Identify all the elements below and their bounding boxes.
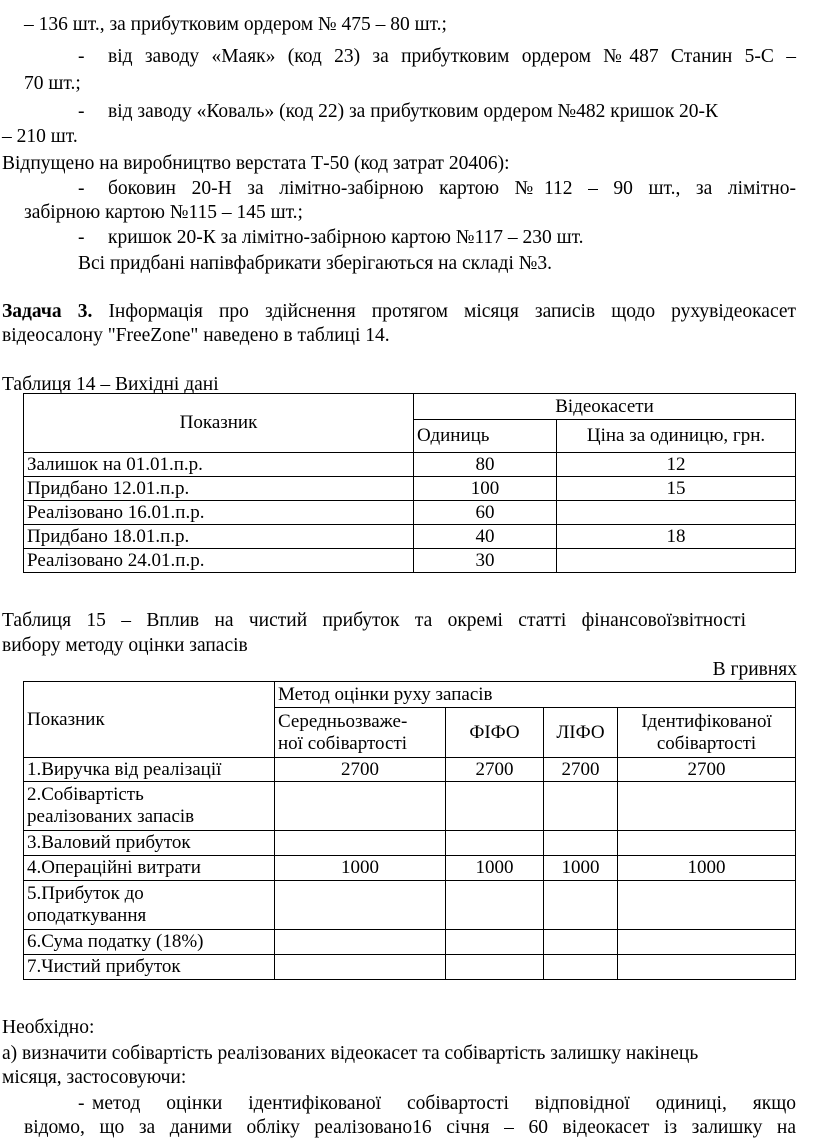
table-row	[24, 549, 796, 573]
table15-cell-fifo	[446, 930, 544, 955]
table15-cell-lifo: 2700	[544, 758, 618, 782]
table15-cell-lifo	[544, 881, 618, 930]
table15	[23, 681, 796, 980]
required-a-line2: місяця, застосовуючи:	[2, 1067, 187, 1088]
bullet-text: від заводу «Маяк» (код 23) за прибутковим ордером №487 Станин 5-С –	[108, 46, 796, 67]
table-row	[24, 782, 796, 831]
table14-row-units: 30	[414, 549, 557, 573]
table15-head-avg-line1: Середньозваже-	[278, 710, 408, 732]
intro-bullet	[78, 226, 584, 249]
bullet-text: кришок 20-К за лімітно-забірною картою №117 – 230 шт.	[108, 227, 584, 248]
bullet-dash: -	[78, 101, 85, 122]
table-row	[24, 453, 796, 477]
table14-row-price	[557, 549, 796, 573]
table14-row-price: 12	[557, 453, 796, 477]
table15-row-label: 1.Виручка від реалізації	[24, 758, 275, 782]
table15-cell-fifo	[446, 831, 544, 856]
table15-cell-avg: 2700	[275, 758, 446, 782]
table-row	[24, 955, 796, 980]
bullet-dash: -	[78, 1093, 85, 1114]
required-heading: Необхідно:	[2, 1017, 95, 1038]
table15-head-ident-line2: собівартості	[656, 732, 757, 754]
table15-row-label	[24, 782, 275, 831]
table15-cell-avg: 1000	[275, 856, 446, 881]
table14-row-label: Реалізовано 16.01.п.р.	[24, 501, 414, 525]
intro-bullet-continuation: – 210 шт.	[2, 126, 78, 147]
task3-text: Інформація про здійснення протягом місяця записів щодо рухувідеокасет	[108, 301, 797, 322]
stored-line: Всі придбані напівфабрикати зберігаються на складі №3.	[78, 253, 552, 274]
bullet-dash: -	[78, 227, 85, 248]
table15-cell-avg	[275, 930, 446, 955]
table15-head-ident-line1: Ідентифікованої	[641, 710, 772, 732]
required-a-line1: а) визначити собівартість реалізованих відеокасет та собівартість залишку накінець	[2, 1043, 699, 1064]
intro-bullet-continuation: забірною картою №115 – 145 шт.;	[24, 202, 303, 223]
table15-cell-lifo: 1000	[544, 856, 618, 881]
table15-cell-fifo	[446, 782, 544, 831]
table15-cell-lifo	[544, 831, 618, 856]
table15-cell-ident: 1000	[618, 856, 796, 881]
table15-cell-fifo: 2700	[446, 758, 544, 782]
table15-row-label: 3.Валовий прибуток	[24, 831, 275, 856]
table15-head-group: Метод оцінки руху запасів	[275, 682, 796, 708]
table-row	[24, 501, 796, 525]
task3-label: Задача 3.	[2, 301, 93, 322]
table14-row-price: 18	[557, 525, 796, 549]
table15-cell-lifo	[544, 782, 618, 831]
required-method-line2: відомо, що за даними обліку реалізовано16 січня – 60 відеокасет із залишку на	[24, 1117, 796, 1138]
table15-caption-line2: вибору методу оцінки запасів	[2, 635, 248, 656]
table15-header-row	[24, 682, 796, 708]
task3-paragraph	[2, 300, 796, 323]
table15-cell-fifo: 1000	[446, 856, 544, 881]
table15-cell-ident	[618, 930, 796, 955]
table14-row-label: Придбано 12.01.п.р.	[24, 477, 414, 501]
table14-row-label: Реалізовано 24.01.п.р.	[24, 549, 414, 573]
table15-head-fifo: ФІФО	[446, 708, 544, 758]
intro-bullet	[78, 100, 718, 123]
table14-row-units: 100	[414, 477, 557, 501]
table15-cell-avg	[275, 782, 446, 831]
table14-head-price: Ціна за одиницю, грн.	[557, 420, 796, 453]
table-row	[24, 525, 796, 549]
intro-bullet-continuation: 70 шт.;	[24, 73, 81, 94]
table-row	[24, 477, 796, 501]
table15-row-label	[24, 881, 275, 930]
intro-line: – 136 шт., за прибутковим ордером № 475 – 80 шт.;	[24, 14, 447, 35]
table15-head-lifo: ЛІФО	[544, 708, 618, 758]
bullet-text: боковин 20-Н за лімітно-забірною картою №112 – 90 шт., за лімітно-	[108, 178, 796, 199]
task3-text-line2: відеосалону "FreeZone" наведено в таблиці 14.	[2, 325, 390, 346]
method-text: метод оцінки ідентифікованої собівартості відповідної одиниці, якщо	[92, 1093, 796, 1114]
table14-row-label: Придбано 18.01.п.р.	[24, 525, 414, 549]
table15-cell-ident	[618, 881, 796, 930]
table15-row-label-line2: оподаткування	[27, 905, 147, 926]
table15-caption: Таблиця 15 – Вплив на чистий прибуток та окремі статті фінансовоїзвітності	[2, 610, 746, 631]
table14-row-units: 60	[414, 501, 557, 525]
bullet-dash: -	[78, 178, 85, 199]
table15-row-label: 7.Чистий прибуток	[24, 955, 275, 980]
table14-head-units: Одиниць	[414, 420, 557, 453]
table-row	[24, 758, 796, 782]
table14-head-indicator: Показник	[24, 394, 414, 453]
table14-header-row	[24, 394, 796, 420]
table15-head-ident	[618, 708, 796, 758]
bullet-dash: -	[78, 46, 85, 67]
table14	[23, 393, 796, 573]
table-row	[24, 881, 796, 930]
table15-row-label: 6.Сума податку (18%)	[24, 930, 275, 955]
table15-row-label: 4.Операційні витрати	[24, 856, 275, 881]
table-row	[24, 856, 796, 881]
table15-cell-fifo	[446, 955, 544, 980]
table15-head-indicator: Показник	[24, 682, 275, 758]
table14-head-group: Відеокасети	[414, 394, 796, 420]
intro-bullet	[78, 177, 796, 200]
bullet-text: від заводу «Коваль» (код 22) за прибутковим ордером №482 кришок 20-К	[108, 101, 719, 122]
released-line: Відпущено на виробництво верстата Т-50 (код затрат 20406):	[2, 153, 510, 174]
table15-cell-avg	[275, 881, 446, 930]
intro-bullet	[78, 45, 796, 68]
table15-row-label-line1: 5.Прибуток до	[27, 883, 144, 905]
table15-head-avg	[275, 708, 446, 758]
required-method-line1	[78, 1092, 796, 1115]
table15-row-label-line1: 2.Собівартість	[27, 784, 144, 806]
table14-row-units: 40	[414, 525, 557, 549]
table15-cell-ident: 2700	[618, 758, 796, 782]
table15-cell-ident	[618, 831, 796, 856]
table-row	[24, 831, 796, 856]
table15-head-avg-line2: ної собівартості	[278, 732, 408, 754]
table15-cell-avg	[275, 955, 446, 980]
table15-cell-fifo	[446, 881, 544, 930]
table15-cell-lifo	[544, 955, 618, 980]
table14-row-price	[557, 501, 796, 525]
table14-row-units: 80	[414, 453, 557, 477]
table14-caption: Таблиця 14 – Вихідні дані	[2, 374, 219, 395]
table15-cell-ident	[618, 955, 796, 980]
table15-cell-ident	[618, 782, 796, 831]
table15-units-note: В гривнях	[712, 659, 797, 680]
table14-row-price: 15	[557, 477, 796, 501]
table14-row-label: Залишок на 01.01.п.р.	[24, 453, 414, 477]
table15-cell-lifo	[544, 930, 618, 955]
table-row	[24, 930, 796, 955]
table15-row-label-line2: реалізованих запасів	[27, 806, 195, 827]
table15-cell-avg	[275, 831, 446, 856]
